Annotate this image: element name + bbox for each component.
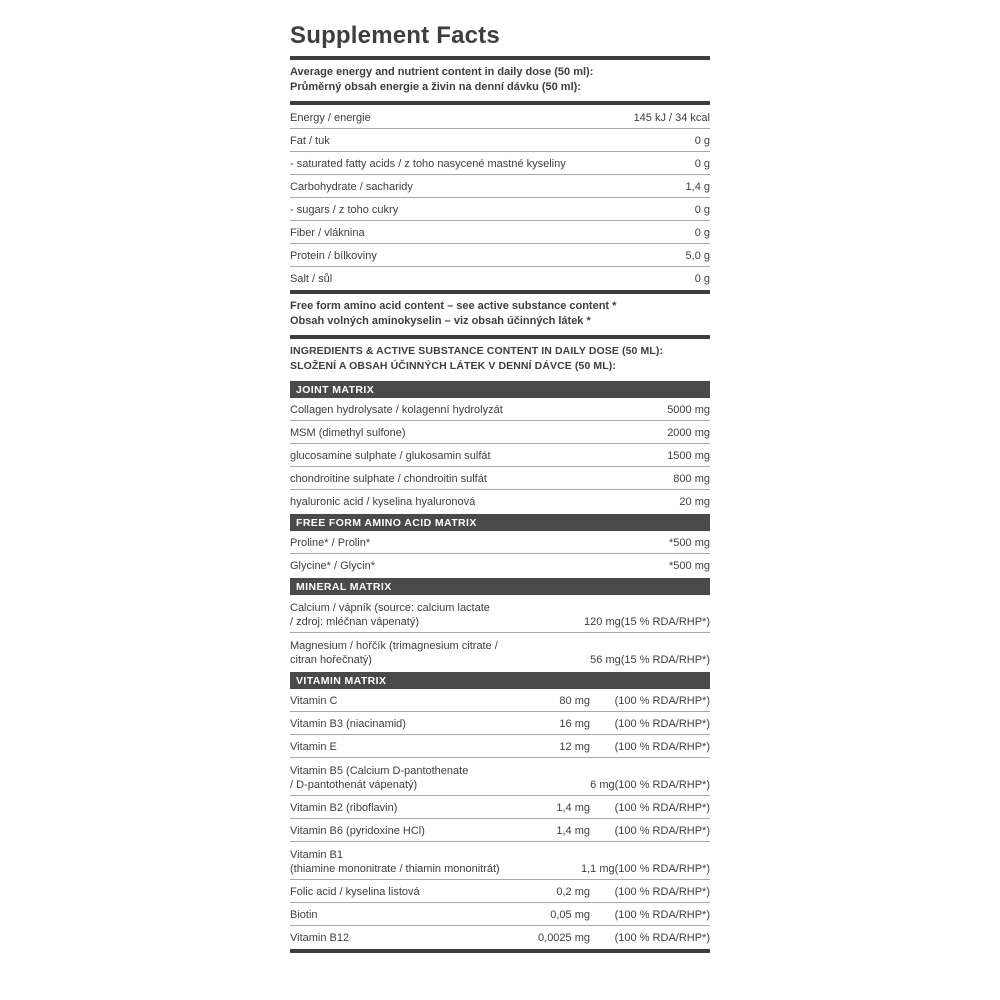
ingredient-rdi: (100 % RDA/RHP*) bbox=[614, 741, 710, 753]
section-bar-vitamin-matrix: VITAMIN MATRIX bbox=[290, 672, 710, 689]
ingredient-label: Vitamin B5 (Calcium D-pantothenate bbox=[290, 765, 469, 777]
ingredient-label: chondroitine sulphate / chondroitin sulfát bbox=[290, 473, 487, 485]
ingredient-amount: 6 mg bbox=[590, 779, 615, 791]
amino-note-en: Free form amino acid content – see active substance content * bbox=[290, 300, 617, 312]
amino-note-cs: Obsah volných aminokyselin – viz obsah účinných látek * bbox=[290, 315, 591, 327]
ingredient-amount: 800 mg bbox=[673, 473, 710, 485]
section-bar-mineral-matrix: MINERAL MATRIX bbox=[290, 578, 710, 595]
nutrient-amount: 1,4 g bbox=[685, 181, 710, 193]
ingredient-row bbox=[290, 554, 710, 576]
intro-line-en: Average energy and nutrient content in daily dose (50 ml): bbox=[290, 66, 594, 78]
ingredient-rdi: (100 % RDA/RHP*) bbox=[614, 695, 710, 707]
ingredient-rdi: (100 % RDA/RHP*) bbox=[614, 825, 710, 837]
ingredients-header-cs: SLOŽENÍ A OBSAH ÚČINNÝCH LÁTEK V DENNÍ DÁVCE (50 ML): bbox=[290, 360, 616, 372]
nutrient-label: - sugars / z toho cukry bbox=[290, 204, 399, 216]
nutrient-label: Carbohydrate / sacharidy bbox=[290, 181, 413, 193]
nutrient-label: Fat / tuk bbox=[290, 135, 330, 147]
nutrient-row bbox=[290, 267, 710, 289]
ingredient-label-line2: (thiamine mononitrate / thiamin mononitrát) bbox=[290, 863, 500, 875]
ingredient-label: Collagen hydrolysate / kolagenní hydrolyzát bbox=[290, 404, 503, 416]
ingredient-label: hyaluronic acid / kyselina hyaluronová bbox=[290, 496, 476, 508]
ingredients-header bbox=[290, 340, 710, 379]
nutrient-label: Protein / bílkoviny bbox=[290, 250, 377, 262]
ingredient-label: MSM (dimethyl sulfone) bbox=[290, 427, 406, 439]
ingredient-row bbox=[290, 735, 710, 758]
ingredient-label: Vitamin B12 bbox=[290, 932, 350, 944]
ingredient-label-line2: / zdroj: mléčnan vápenatý) bbox=[290, 616, 420, 628]
ingredient-rdi: (15 % RDA/RHP*) bbox=[620, 616, 710, 628]
ingredient-rdi: (100 % RDA/RHP*) bbox=[614, 802, 710, 814]
nutrient-label: Fiber / vláknina bbox=[290, 227, 365, 239]
ingredient-row bbox=[290, 490, 710, 512]
ingredient-row bbox=[290, 595, 710, 633]
nutrient-label: Salt / sůl bbox=[290, 273, 333, 285]
nutrient-label: Energy / energie bbox=[290, 112, 371, 124]
intro-line-cs: Průměrný obsah energie a živin na denní dávku (50 ml): bbox=[290, 81, 581, 93]
ingredient-label: Proline* / Prolin* bbox=[290, 537, 371, 549]
nutrient-amount: 5,0 g bbox=[685, 250, 710, 262]
ingredient-amount: 0,0025 mg bbox=[538, 932, 590, 944]
ingredient-row bbox=[290, 531, 710, 554]
ingredient-amount: 20 mg bbox=[679, 496, 710, 508]
ingredient-row bbox=[290, 796, 710, 819]
ingredient-amount: 12 mg bbox=[559, 741, 590, 753]
nutrient-row bbox=[290, 129, 710, 152]
ingredient-row bbox=[290, 880, 710, 903]
ingredient-rdi: (100 % RDA/RHP*) bbox=[614, 863, 710, 875]
nutrient-amount: 0 g bbox=[694, 135, 710, 147]
ingredient-amount: *500 mg bbox=[669, 560, 710, 572]
ingredient-rdi: (100 % RDA/RHP*) bbox=[614, 886, 710, 898]
ingredient-rdi: (100 % RDA/RHP*) bbox=[614, 718, 710, 730]
ingredient-row bbox=[290, 444, 710, 467]
ingredient-amount: 1,4 mg bbox=[556, 802, 590, 814]
ingredient-label: Biotin bbox=[290, 909, 318, 921]
ingredient-amount: 120 mg bbox=[584, 616, 621, 628]
ingredient-label: Glycine* / Glycin* bbox=[290, 560, 375, 572]
ingredient-row bbox=[290, 689, 710, 712]
section-bar-free-form-amino-acid-matrix: FREE FORM AMINO ACID MATRIX bbox=[290, 514, 710, 531]
nutrient-label: - saturated fatty acids / z toho nasycené mastné kyseliny bbox=[290, 158, 566, 170]
intro-text bbox=[290, 61, 710, 100]
ingredient-row bbox=[290, 842, 710, 880]
ingredient-row bbox=[290, 926, 710, 948]
nutrient-row bbox=[290, 198, 710, 221]
ingredient-row bbox=[290, 712, 710, 735]
ingredient-label: glucosamine sulphate / glukosamin sulfát bbox=[290, 450, 491, 462]
divider-thick bbox=[290, 335, 710, 339]
nutrient-row bbox=[290, 106, 710, 129]
ingredient-label: Magnesium / hořčík (trimagnesium citrate / bbox=[290, 640, 498, 652]
nutrient-amount: 145 kJ / 34 kcal bbox=[633, 112, 710, 124]
ingredient-label: Vitamin C bbox=[290, 695, 338, 707]
nutrient-row bbox=[290, 152, 710, 175]
divider-thick bbox=[290, 56, 710, 60]
ingredient-rdi: (100 % RDA/RHP*) bbox=[614, 932, 710, 944]
ingredient-amount: 0,05 mg bbox=[550, 909, 590, 921]
nutrient-amount: 0 g bbox=[694, 227, 710, 239]
ingredient-amount: 1,1 mg bbox=[581, 863, 615, 875]
ingredient-amount: 80 mg bbox=[559, 695, 590, 707]
ingredient-row bbox=[290, 421, 710, 444]
ingredient-amount: 0,2 mg bbox=[556, 886, 590, 898]
nutrient-amount: 0 g bbox=[694, 273, 710, 285]
ingredient-row bbox=[290, 758, 710, 796]
ingredient-row bbox=[290, 903, 710, 926]
ingredient-amount: 2000 mg bbox=[667, 427, 710, 439]
ingredient-label-line2: / D-pantothenát vápenatý) bbox=[290, 779, 418, 791]
nutrient-row bbox=[290, 221, 710, 244]
nutrient-amount: 0 g bbox=[694, 158, 710, 170]
ingredient-amount: 1500 mg bbox=[667, 450, 710, 462]
ingredient-label-line2: citran hořečnatý) bbox=[290, 654, 372, 666]
ingredient-rdi: (100 % RDA/RHP*) bbox=[614, 779, 710, 791]
nutrient-amount: 0 g bbox=[694, 204, 710, 216]
ingredient-rdi: (100 % RDA/RHP*) bbox=[614, 909, 710, 921]
ingredient-row bbox=[290, 398, 710, 421]
ingredients-header-en: INGREDIENTS & ACTIVE SUBSTANCE CONTENT IN DAILY DOSE (50 ML): bbox=[290, 345, 664, 357]
ingredient-rdi: (15 % RDA/RHP*) bbox=[620, 654, 710, 666]
nutrient-row bbox=[290, 175, 710, 198]
ingredient-label: Vitamin B2 (riboflavin) bbox=[290, 802, 398, 814]
nutrient-row bbox=[290, 244, 710, 267]
label-title: Supplement Facts bbox=[290, 22, 500, 49]
ingredient-amount: 16 mg bbox=[559, 718, 590, 730]
ingredient-label: Vitamin E bbox=[290, 741, 337, 753]
ingredient-label: Vitamin B3 (niacinamid) bbox=[290, 718, 406, 730]
ingredient-amount: 5000 mg bbox=[667, 404, 710, 416]
ingredient-row bbox=[290, 819, 710, 842]
section-bar-joint-matrix: JOINT MATRIX bbox=[290, 381, 710, 398]
ingredient-row bbox=[290, 467, 710, 490]
supplement-facts-label bbox=[290, 22, 710, 954]
ingredient-amount: 1,4 mg bbox=[556, 825, 590, 837]
ingredient-row bbox=[290, 633, 710, 670]
ingredient-label: Calcium / vápník (source: calcium lactate bbox=[290, 602, 490, 614]
divider-thick bbox=[290, 290, 710, 294]
ingredient-label: Vitamin B1 bbox=[290, 849, 343, 861]
ingredient-label: Folic acid / kyselina listová bbox=[290, 886, 420, 898]
ingredient-amount: 56 mg bbox=[590, 654, 621, 666]
ingredient-label: Vitamin B6 (pyridoxine HCl) bbox=[290, 825, 425, 837]
divider-thick-bottom bbox=[290, 949, 710, 953]
divider-thick bbox=[290, 101, 710, 105]
ingredient-amount: *500 mg bbox=[669, 537, 710, 549]
amino-note bbox=[290, 295, 710, 334]
